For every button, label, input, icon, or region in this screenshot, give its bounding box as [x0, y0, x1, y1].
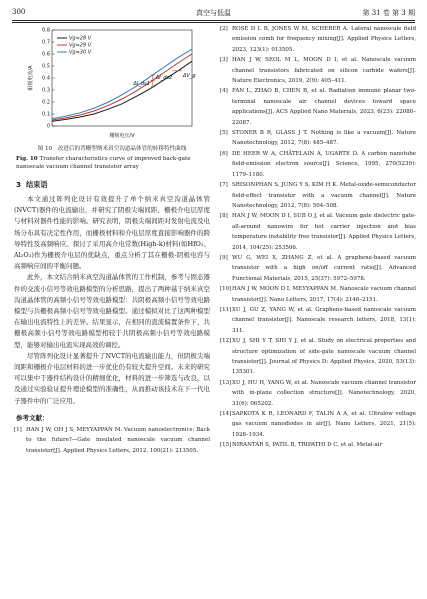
reference-index: [6] — [220, 150, 228, 157]
reference-item — [220, 253, 416, 284]
series-line-3 — [52, 49, 192, 119]
legend-label-1: Vg=28 V — [69, 35, 92, 42]
reference-item — [220, 24, 416, 55]
reference-text: SAPKOTA K R, LEONARD F, TALIN A A, et al. Ultralow voltage gas vacuum nanodiodes in air[J]. Nano Letters, 2021, 21(5): 1928–1934. — [232, 411, 416, 438]
reference-text: HAN J W, MOON D I, SUB O J, et al. Vacuum gate dielectric gate-all-around nanowire for hot carrier injection and bias temperature instability free transistor[J]. Applied Physics Letters, 2014, 104(25): 253506. — [232, 213, 416, 251]
figure-label-en: Fig. 10 — [16, 156, 38, 162]
reference-item — [220, 378, 416, 409]
reference-text: STONER B R, GLASS J T. Nothing is like a vacuum[J]. Nature Nanotechnology, 2012, 7(8): 485–487. — [232, 130, 416, 147]
right-column — [220, 24, 416, 451]
reference-text: HAN J W, OH J S, MEYYAPPAN M. Vacuum nanoelectronics: Back to the future?—Gate insulated nanoscale vacuum channel transistor[J]. Applied Physics Letters, 2012, 100(21): 213505. — [26, 426, 210, 454]
chart-annotations — [132, 71, 195, 87]
section-heading — [16, 180, 210, 190]
series-line-2 — [52, 54, 192, 120]
reference-index: [15] — [220, 442, 232, 449]
reference-text: XU J, HU H, YANG W, et al. Nanoscale vacuum channel transistor with in-plane collection structure[J]. Nanotechnology, 2020, 31(6): 065202. — [232, 379, 416, 407]
annotation-label-1: ΔI_ds2 — [155, 75, 173, 82]
reference-index: [2] — [220, 26, 228, 32]
body-paragraph: 此外，本文结合纳米真空沟道晶体管的工作机制，参考与固态器件的交流小信号等效电路模型的分析思路，提出了两种基于纳米真空沟道晶体管的高频小信号等效电路模型：共阴极高频小信号等效电路模型与共栅极高频小信号等效电路模型。通过模拟对比了这两种模型在输出电流特性上的差异。结果显示，在相同的直流偏置条件下，共栅极高频小信号等效电路模型相较于共阴极高频小信号等效电路模型，能够对输出电流实现高效的调控。 — [14, 273, 210, 349]
journal-title: 真空与低温 — [196, 9, 231, 17]
y-axis-label: 阳极电流/A — [28, 65, 34, 91]
reference-item — [220, 211, 416, 253]
reference-index: [12] — [220, 338, 232, 345]
reference-index: [7] — [220, 182, 228, 189]
reference-item — [220, 409, 416, 440]
chart-legend — [57, 36, 92, 56]
reference-text: XU J, SHI Y T, SHI Y J, et al. Study on electrical properties and structure optimization of side-gate nanoscale vacuum channel transistor[J]. Journal of Physics D: Applied Physics, 2020, 53(13): 135301. — [232, 338, 416, 376]
y-tick-label: 0.1 — [42, 111, 50, 118]
reference-index: [4] — [220, 88, 228, 95]
figure-caption-zh: 图 10 改进后的背栅型纳米真空沟道晶体管的转移特性曲线 — [37, 146, 187, 152]
reference-text: ROSE D L B, JONES W M, SCHERER A. Lateral nanoscale field emission comb for frequency mixing[J]. Applied Physics Letters, 2023, 123(1): 013505. — [232, 26, 416, 53]
running-header — [12, 6, 415, 20]
reference-text: HAN J W, SEOL M L, MOON D I, et al. Nanoscale vacuum channel transistors fabricated on silicon carbide wafers[J]. Nature Electronics, 2019, 2(9): 405–411. — [232, 57, 416, 85]
reference-index: [8] — [220, 213, 228, 220]
reference-text: SRISONPHAN S, JUNG Y S, KIM H K. Metal-oxide-semiconductor field-effect transistor with a vacuum channel[J]. Nature Nanotechnology, 2012, 7(8): 504–508. — [232, 182, 416, 209]
reference-text: FAN L, ZHAO B, CHEN B, et al. Radiation immune planar two-terminal nanoscale air channel devices toward space applications[J]. ACS Applied Nano Materials, 2023, 6(23): 22080–22087. — [232, 88, 416, 126]
reference-item — [220, 128, 416, 149]
annotation-label-2: ΔI_ds1 — [133, 81, 150, 88]
chart-axes — [27, 28, 192, 139]
x-axis-label: 栅极电压/V — [109, 133, 135, 139]
page-number: 300 — [12, 8, 26, 16]
reference-text: NIRANTAR S, PATIL B, TRIPATHI D C, et al. Metal-air — [232, 442, 383, 449]
y-tick-label: 0.2 — [42, 99, 50, 106]
y-tick-label: 0.5 — [42, 63, 50, 70]
reference-index: [5] — [220, 130, 228, 137]
annotation-label-3: ΔV_g — [183, 72, 196, 79]
reference-item — [220, 440, 416, 450]
figure-caption-en — [14, 155, 210, 171]
references-title: 参考文献： — [16, 413, 49, 422]
legend-label-3: Vg=30 V — [69, 49, 92, 56]
chart-series-group — [52, 49, 192, 121]
reference-text: HAN J W, MOON D I, MEYYAPPAN M. Nanoscale vacuum channel transistor[J]. Nano Letters, 2017, 17(4): 2146–2151. — [232, 286, 416, 303]
reference-item — [220, 284, 416, 305]
reference-index: [3] — [220, 57, 228, 64]
reference-index: [1] — [14, 426, 22, 433]
section-number: 3 — [16, 180, 22, 189]
reference-index: [14] — [220, 411, 232, 418]
reference-text: XU J, GU Z, YANG W, et al. Graphene-based nanoscale vacuum channel transistor[J]. Nanoscale research letters, 2018, 13(1): 311. — [232, 306, 416, 334]
reference-item — [220, 180, 416, 211]
issue-label: 第 31 卷 第 3 期 — [362, 9, 415, 17]
reference-index: [10] — [220, 286, 232, 293]
reference-index: [13] — [220, 379, 232, 386]
reference-item — [220, 305, 416, 336]
reference-index: [9] — [220, 254, 228, 261]
transfer-characteristics-chart — [22, 24, 202, 144]
left-column — [14, 24, 210, 456]
reference-item — [220, 336, 416, 378]
y-tick-label: 0.3 — [42, 87, 50, 94]
y-tick-label: 0.8 — [42, 27, 50, 34]
reference-text: WU G, WEI X, ZHANG Z, et al. A graphene-based vacuum transistor with a high on/off current ratio[J]. Advanced Functional Materials, 2015, 25(37): 5972–5978. — [232, 254, 416, 282]
reference-item — [220, 86, 416, 128]
figure-caption-en-text: Transfer characteristics curve of improved back-gate nanoscale vacuum channel transistor array — [16, 156, 191, 170]
legend-label-2: Vg=29 V — [69, 42, 92, 49]
body-paragraph: 本文通过阵列化设计有效提升了单个纳米真空沟道晶体管(NVCT)器件的电流输出，并研究了阴极尖端间距、栅极介电层厚度与材料对器件性能的影响。研究表明，阴极尖端间距对发射电流及电场分布具有决定性作用，而栅极材料和介电层厚度直接影响器件的跨导特性及高频响应。探讨了采用高介电常数(High-k)材料(如HfO₂、Al₂O₃)作为栅极介电层的优缺点，重点分析了其在栅极-阴极电容与高频响应间的平衡问题。 — [14, 195, 210, 271]
reference-text: DE HEER W A, CHÂTELAIN A, UGARTE D. A carbon nanotube field-emission electron source[J]. Science, 1995, 270(5239): 1179–1180. — [232, 150, 416, 178]
y-tick-label: 0.7 — [42, 39, 50, 46]
y-tick-label: 0.4 — [42, 75, 50, 82]
reference-index: [11] — [220, 306, 232, 313]
reference-item — [14, 425, 210, 456]
header-rule-thin — [12, 22, 415, 23]
section-title: 结束语 — [26, 180, 48, 189]
y-tick-label: 0.6 — [42, 51, 50, 58]
reference-item — [220, 149, 416, 180]
reference-item — [220, 55, 416, 86]
body-paragraph: 尽管阵列化设计显著提升了NVCT的电流输出能力，但阴极尖端间距和栅极介电层材料的进一步优化仍有较大提升空间。未来的研究可以集中于器件结构设计的精细优化，材料的进一步筛选与改良，以及通过实验验证提升理论模型的准确性，从而推动该技术在下一代电子器件中的广泛应用。 — [14, 351, 210, 405]
series-line-1 — [52, 61, 192, 121]
y-tick-label: 0 — [46, 123, 50, 130]
